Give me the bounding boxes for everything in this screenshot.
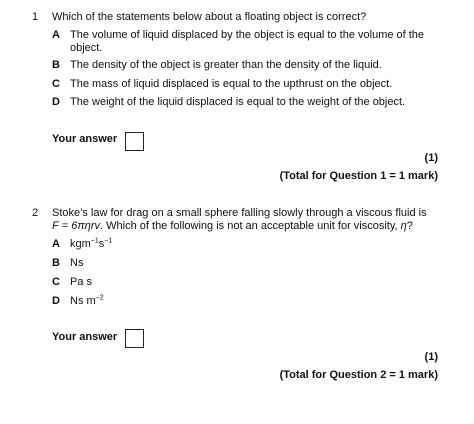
marks-label: (1) [424,351,438,363]
option-text-c: Pa s [70,276,93,288]
option-text-d: The weight of the liquid displaced is equal to the weight of the object. [70,96,406,108]
question-mark: ? [406,220,413,232]
option-text-d [70,295,430,308]
question-number: 2 [32,207,39,219]
question-text-rest: . Which of the following is not an acceptable unit for viscosity, [100,220,401,232]
formula-lhs: F [52,220,59,232]
unit-base: Ns m [70,295,96,307]
option-letter-a: A [52,29,60,41]
answer-box[interactable] [125,329,144,348]
your-answer-label: Your answer [52,133,118,145]
answer-box[interactable] [125,132,144,151]
option-text-b: Ns [70,257,84,269]
viscosity-symbol: η [400,220,407,232]
question-text [52,207,432,233]
option-text-a [70,238,430,251]
option-letter-b: B [52,59,60,71]
question-total: (Total for Question 1 = 1 mark) [279,170,438,182]
option-text-c: The mass of liquid displaced is equal to the upthrust on the object. [70,78,393,90]
unit-exponent: −1 [104,237,113,245]
question-number: 1 [32,11,39,23]
your-answer-label: Your answer [52,331,118,343]
unit-exponent: −2 [95,294,104,302]
formula-rhs: 6πηrv [71,220,101,232]
marks-label: (1) [424,152,438,164]
question-total: (Total for Question 2 = 1 mark) [279,369,438,381]
formula-equals: = [58,220,72,232]
option-letter-c: C [52,276,60,288]
question-text-line1: Stoke’s law for drag on a small sphere falling slowly through a viscous fluid is [52,207,427,219]
option-letter-c: C [52,78,60,90]
option-text-b: The density of the object is greater than the density of the liquid. [70,59,382,71]
unit-exponent: −1 [90,237,99,245]
option-letter-b: B [52,257,60,269]
question-text-line2 [52,220,432,233]
unit-base: kgm [70,238,91,250]
option-letter-d: D [52,295,60,307]
option-text-a: The volume of liquid displaced by the object is equal to the volume of the object. [70,29,425,54]
option-letter-d: D [52,96,60,108]
unit-mid: s [98,238,105,250]
question-text: Which of the statements below about a floating object is correct? [52,11,367,23]
option-letter-a: A [52,238,60,250]
